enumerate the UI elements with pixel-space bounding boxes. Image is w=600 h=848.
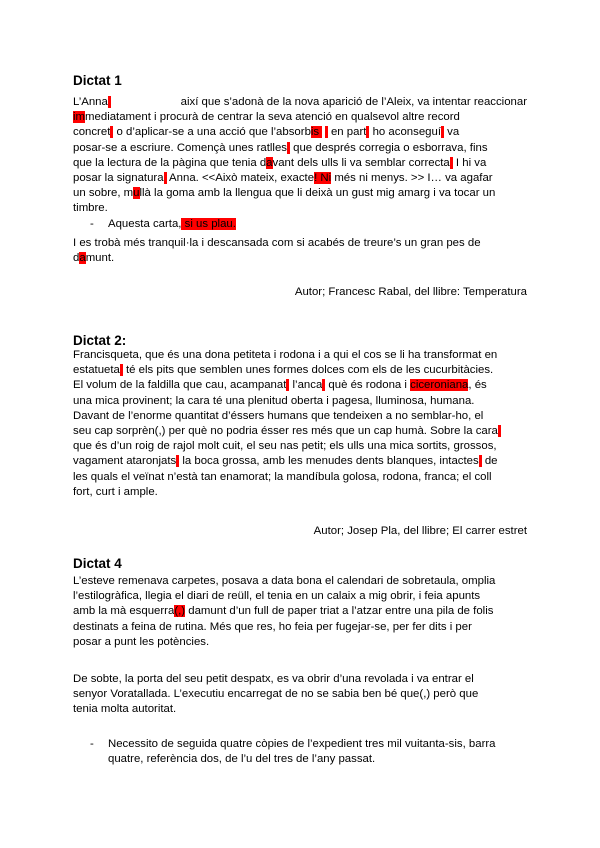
text-line: immediatament i procurà de centrar la seva atenció en qualsevol altre record	[73, 111, 460, 124]
dictat-4-title: Dictat 4	[73, 556, 122, 571]
text-line: un sobre, mullà la goma amb la llengua que li deixà un gust mig amarg i va tocar un	[73, 187, 496, 200]
dictat-4-paragraph-1: L’esteve remenava carpetes, posava a data bona el calendari de sobretaula, omplia l’estilogràfica, llegia el diari de reüll, el tenia en un calaix a mig obrir, i feia apunts amb la mà esquerra(,) damunt d’un full de paper triat a l’atzar entre una pila de folis destinats a feina de rutina. Més que res, ho feia per fugejar-se, per fer dits i per posar a punt les potències.	[73, 575, 496, 648]
dialogue-dash: -	[90, 218, 94, 230]
dictat-1-quote: Aquesta carta, si us plau.	[108, 218, 236, 230]
text-line: timbre.	[73, 202, 108, 215]
text-line: que la lectura de la pàgina que tenia davant dels ulls li va semblar correcta| I hi va	[73, 156, 487, 169]
dictat-1-paragraph	[73, 95, 527, 217]
text-line: concret| o d’aplicar-se a una acció que l’absorbis| i en part| ho aconseguí| va	[73, 126, 460, 139]
text-line: posar la signatura| Anna. <<Això mateix, exacte! Ni més ni menys. >> I… va agafar	[73, 172, 493, 185]
dictat-4-quote: Necessito de seguida quatre còpies de l’expedient tres mil vuitanta-sis, barra quatre, referència dos, de l’u del tres de l’any passat.	[108, 738, 496, 766]
dictat-1-author: Autor; Francesc Rabal, del llibre: Temperatura	[294, 286, 527, 298]
dialogue-dash: -	[90, 738, 94, 750]
text-line: posar-se a escriure. Començà unes ratlles| que després corregia o esborrava, fins	[73, 141, 488, 154]
dictat-1-title: Dictat 1	[73, 73, 122, 88]
dictat-4-paragraph-2: De sobte, la porta del seu petit despatx, es va obrir d’una revolada i va entrar el senyor Voratallada. L’executiu encarregat de no se sabia ben bé que(,) però que tenia molta autoritat.	[73, 673, 479, 716]
dictat-2-author: Autor; Josep Pla, del llibre; El carrer estret	[313, 525, 527, 537]
text-line: L’Anna| així que s’adonà de la nova aparició de l’Aleix, va intentar reaccionar	[73, 96, 527, 108]
dictat-2-title: Dictat 2:	[73, 333, 127, 348]
dictat-1-closing: I es trobà més tranquil·la i descansada com si acabés de treure’s un gran pes de damunt.	[73, 237, 481, 265]
dictat-2-paragraph: Francisqueta, que és una dona petiteta i rodona i a qui el cos se li ha transformat en estatueta| té els pits que semblen unes formes dolces com els de les cucurbitàcies. El volum de la faldilla que cau, acampanat| l’anca| què és rodona i ciceroniana, és una mica provinent; la cara té una plenitud oberta i pagesa, lluminosa, humana. Davant de l’enorme quantitat d’éssers humans que tendeixen a no semblar-ho, el seu cap sorprèn(,) per què no podria ésser res més que un cap humà. Sobre la cara| que és d’un roig de rajol molt cuit, el seu nas petit; els ulls una mica sortits, grossos, vagament ataronjats| la boca grossa, amb les menudes dents blanques, intactes| de les quals el veïnat n’està tan enamorat; la mandíbula golosa, rodona, franca; el coll fort, curt i ample.	[73, 349, 501, 498]
